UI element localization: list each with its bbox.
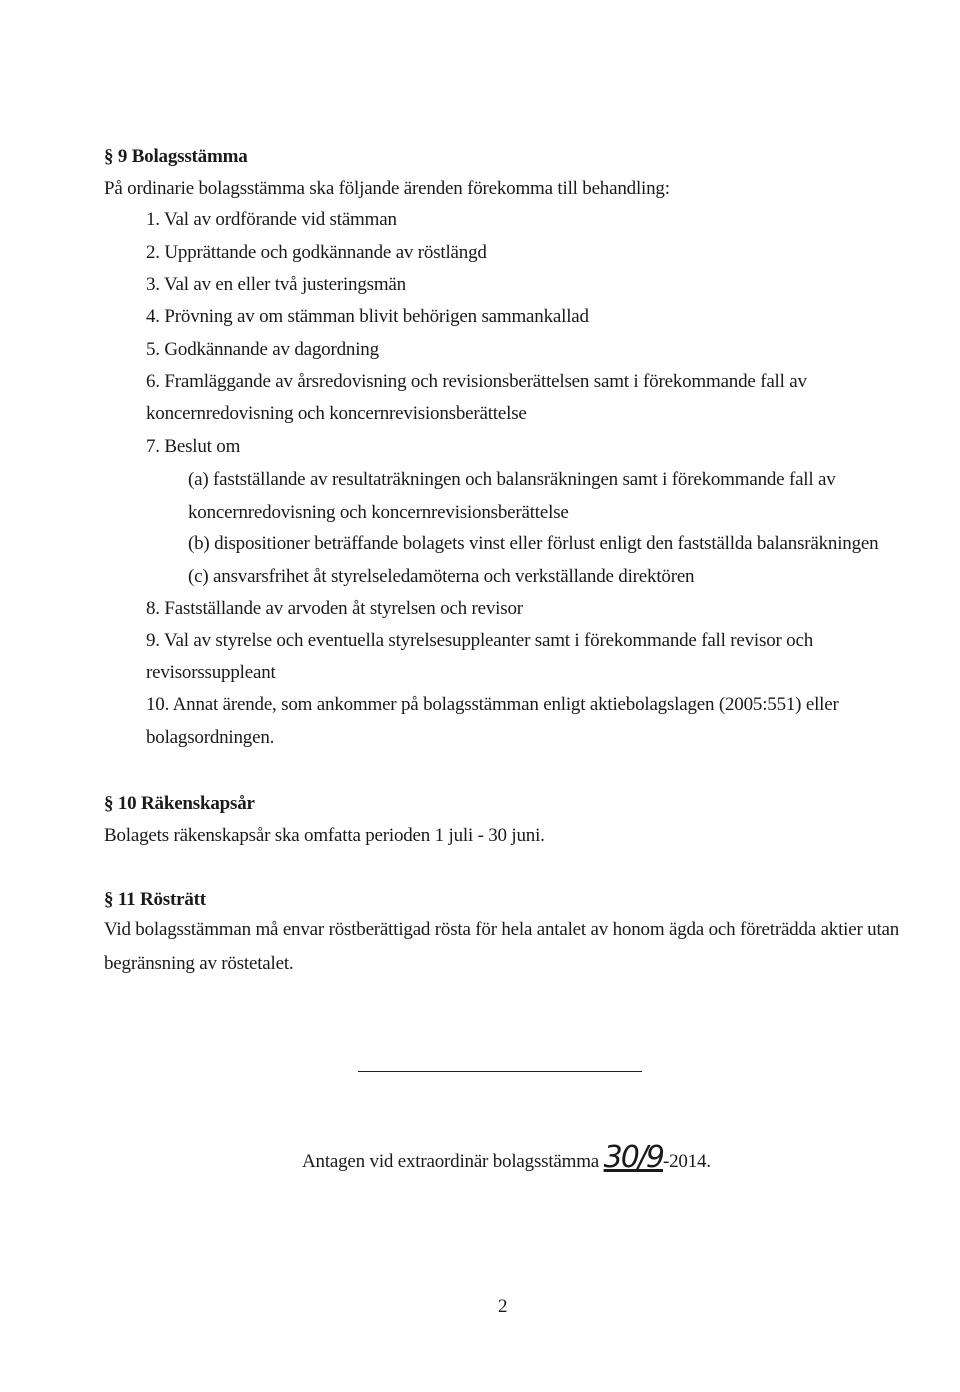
signature-line xyxy=(358,1071,642,1072)
list-item-continuation: revisorssuppleant xyxy=(146,662,276,683)
section-11-text-line: begränsning av röstetalet. xyxy=(104,953,294,974)
section-11-heading: § 11 Rösträtt xyxy=(104,889,206,910)
list-item: 10. Annat ärende, som ankommer på bolagsstämman enligt aktiebolagslagen (2005:551) eller xyxy=(146,694,839,715)
section-9-heading: § 9 Bolagsstämma xyxy=(104,146,248,167)
adoption-text: Antagen vid extraordinär bolagsstämma xyxy=(302,1151,600,1172)
adoption-statement xyxy=(302,1138,711,1182)
page-number: 2 xyxy=(498,1296,508,1317)
section-10-text: Bolagets räkenskapsår ska omfatta perioden 1 juli - 30 juni. xyxy=(104,825,545,846)
adoption-year: -2014. xyxy=(662,1151,711,1172)
list-item: 3. Val av en eller två justeringsmän xyxy=(146,274,406,295)
list-item-continuation: bolagsordningen. xyxy=(146,727,275,748)
sub-list-item: (a) fastställande av resultaträkningen och balansräkningen samt i förekommande fall av xyxy=(188,469,836,490)
list-item: 6. Framläggande av årsredovisning och revisionsberättelsen samt i förekommande fall av xyxy=(146,371,807,392)
handwritten-date: 30/9 xyxy=(603,1140,663,1175)
sub-list-item: (c) ansvarsfrihet åt styrelseledamöterna och verkställande direktören xyxy=(188,566,695,587)
list-item: 2. Upprättande och godkännande av röstlängd xyxy=(146,242,487,263)
list-item: 5. Godkännande av dagordning xyxy=(146,339,379,360)
sub-list-item-continuation: koncernredovisning och koncernrevisionsberättelse xyxy=(188,502,569,523)
list-item: 7. Beslut om xyxy=(146,436,241,457)
section-10-heading: § 10 Räkenskapsår xyxy=(104,793,255,814)
section-9-intro: På ordinarie bolagsstämma ska följande ärenden förekomma till behandling: xyxy=(104,178,670,199)
list-item: 4. Prövning av om stämman blivit behörigen sammankallad xyxy=(146,306,589,327)
sub-list-item: (b) dispositioner beträffande bolagets vinst eller förlust enligt den fastställda balansräkningen xyxy=(188,533,879,554)
list-item: 1. Val av ordförande vid stämman xyxy=(146,209,397,230)
list-item-continuation: koncernredovisning och koncernrevisionsberättelse xyxy=(146,403,527,424)
list-item: 8. Fastställande av arvoden åt styrelsen och revisor xyxy=(146,598,523,619)
list-item: 9. Val av styrelse och eventuella styrelsesuppleanter samt i förekommande fall revisor och xyxy=(146,630,814,651)
section-11-text-line: Vid bolagsstämman må envar röstberättigad rösta för hela antalet av honom ägda och företrädda aktier utan xyxy=(104,919,900,940)
